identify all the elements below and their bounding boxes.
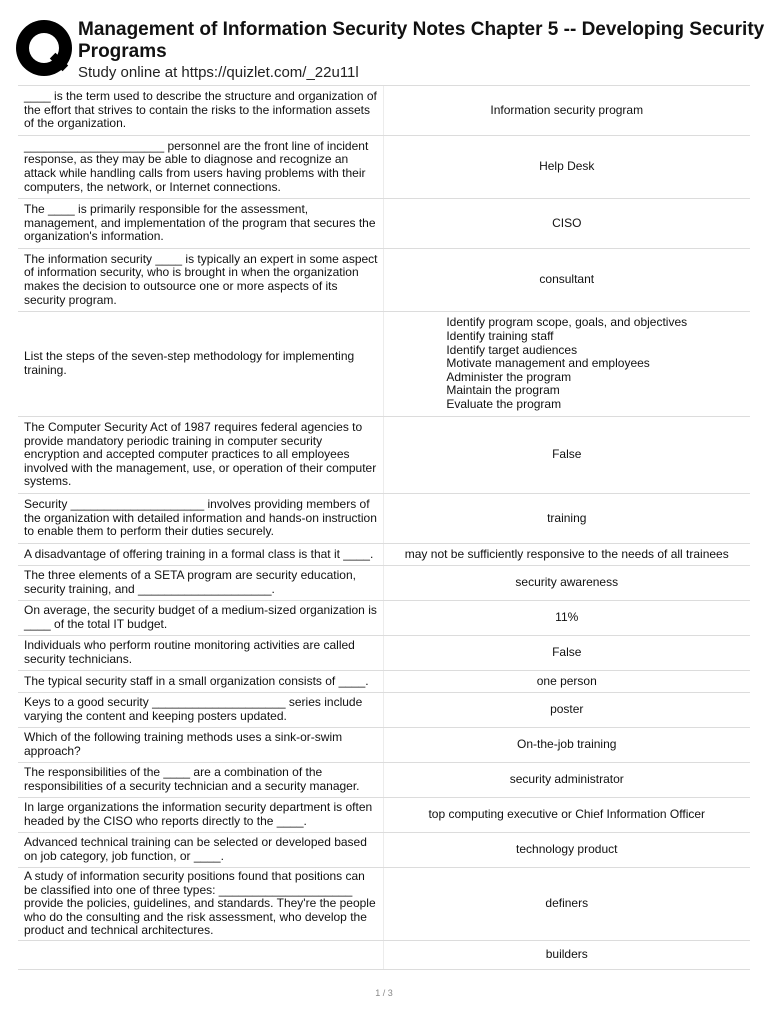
- flashcard-definition: training: [383, 494, 750, 544]
- flashcard-row: [18, 693, 750, 728]
- flashcard-term: In large organizations the information security department is often headed by the CISO who reports directly to the ____.: [18, 798, 383, 833]
- flashcard-definition: security administrator: [383, 763, 750, 798]
- flashcard-term: [18, 940, 383, 969]
- training-step: Identify target audiences: [446, 342, 578, 357]
- training-step: Administer the program: [446, 369, 572, 384]
- flashcard-row: [18, 763, 750, 798]
- training-steps-list: [446, 316, 687, 411]
- flashcard-row: [18, 566, 750, 601]
- flashcard-term: On average, the security budget of a medium-sized organization is ____ of the total IT budget.: [18, 601, 383, 636]
- flashcard-definition: [383, 312, 750, 417]
- flashcard-term: The information security ____ is typically an expert in some aspect of information security, who is brought in when the organization makes the decision to outsource one or more aspects of its security program.: [18, 249, 383, 312]
- flashcard-definition: Information security program: [383, 86, 750, 136]
- flashcard-row: [18, 601, 750, 636]
- page-header: [0, 0, 768, 86]
- flashcard-term: A disadvantage of offering training in a formal class is that it ____.: [18, 544, 383, 566]
- flashcard-term: List the steps of the seven-step methodology for implementing training.: [18, 312, 383, 417]
- flashcard-definition: False: [383, 417, 750, 494]
- flashcard-term: The Computer Security Act of 1987 requires federal agencies to provide mandatory periodic training in computer security encryption and accepted computer practices to all employees involved with the management, use, or operation of their computer systems.: [18, 417, 383, 494]
- training-step: Identify training staff: [446, 329, 554, 344]
- flashcard-row: [18, 544, 750, 566]
- flashcard-table: [18, 85, 750, 970]
- flashcard-definition: On-the-job training: [383, 728, 750, 763]
- flashcard-term: The ____ is primarily responsible for the assessment, management, and implementation of the program that secures the organization's information.: [18, 199, 383, 249]
- quizlet-logo-icon: [16, 20, 72, 76]
- flashcard-definition: False: [383, 636, 750, 671]
- flashcard-definition: CISO: [383, 199, 750, 249]
- flashcard-row: [18, 798, 750, 833]
- flashcard-term: Individuals who perform routine monitoring activities are called security technicians.: [18, 636, 383, 671]
- flashcard-definition: security awareness: [383, 566, 750, 601]
- flashcard-row: [18, 940, 750, 969]
- study-link-text: Study online at https://quizlet.com/_22u11l: [78, 64, 359, 81]
- flashcard-row: [18, 833, 750, 868]
- flashcard-definition: technology product: [383, 833, 750, 868]
- flashcard-definition: top computing executive or Chief Information Officer: [383, 798, 750, 833]
- flashcard-row: [18, 86, 750, 136]
- training-step: Motivate management and employees: [446, 356, 650, 371]
- flashcard-row: [18, 312, 750, 417]
- flashcard-definition: builders: [383, 940, 750, 969]
- flashcard-definition: Help Desk: [383, 136, 750, 199]
- flashcard-row: [18, 671, 750, 693]
- flashcard-row: [18, 249, 750, 312]
- flashcard-definition: one person: [383, 671, 750, 693]
- training-step: Evaluate the program: [446, 396, 562, 411]
- flashcard-term: Which of the following training methods uses a sink-or-swim approach?: [18, 728, 383, 763]
- flashcard-term: The typical security staff in a small organization consists of ____.: [18, 671, 383, 693]
- flashcard-definition: may not be sufficiently responsive to the needs of all trainees: [383, 544, 750, 566]
- flashcard-row: [18, 868, 750, 941]
- flashcard-row: [18, 636, 750, 671]
- flashcard-term: Advanced technical training can be selected or developed based on job category, job function, or ____.: [18, 833, 383, 868]
- flashcard-term: ____ is the term used to describe the structure and organization of the effort that strives to contain the risks to the information assets of the organization.: [18, 86, 383, 136]
- flashcard-term: _____________________ personnel are the front line of incident response, as they may be able to diagnose and recognize an attack while handling calls from users having problems with their computers, the network, or Internet connections.: [18, 136, 383, 199]
- flashcard-term: The three elements of a SETA program are security education, security training, and ____________________.: [18, 566, 383, 601]
- flashcard-row: [18, 494, 750, 544]
- page-number: 1 / 3: [375, 988, 393, 998]
- flashcard-definition: definers: [383, 868, 750, 941]
- flashcard-definition: consultant: [383, 249, 750, 312]
- flashcard-row: [18, 136, 750, 199]
- training-step: Maintain the program: [446, 383, 560, 398]
- flashcard-term: The responsibilities of the ____ are a combination of the responsibilities of a security technician and a security manager.: [18, 763, 383, 798]
- flashcard-row: [18, 417, 750, 494]
- flashcard-row: [18, 728, 750, 763]
- training-step: Identify program scope, goals, and objectives: [446, 315, 688, 330]
- document-title: Management of Information Security Notes Chapter 5 -- Developing Security Programs: [78, 19, 765, 62]
- flashcard-definition: poster: [383, 693, 750, 728]
- flashcard-term: A study of information security positions found that positions can be classified into one of three types: ____________________ provide the policies, guidelines, and standards. They're the people who do the consulting and the risk assessment, who develop the product and technical architectures.: [18, 868, 383, 941]
- flashcard-definition: 11%: [383, 601, 750, 636]
- flashcard-row: [18, 199, 750, 249]
- flashcard-term: Keys to a good security ____________________ series include varying the content and keeping posters updated.: [18, 693, 383, 728]
- flashcard-term: Security ____________________ involves providing members of the organization with detailed information and hands-on instruction to enable them to perform their duties securely.: [18, 494, 383, 544]
